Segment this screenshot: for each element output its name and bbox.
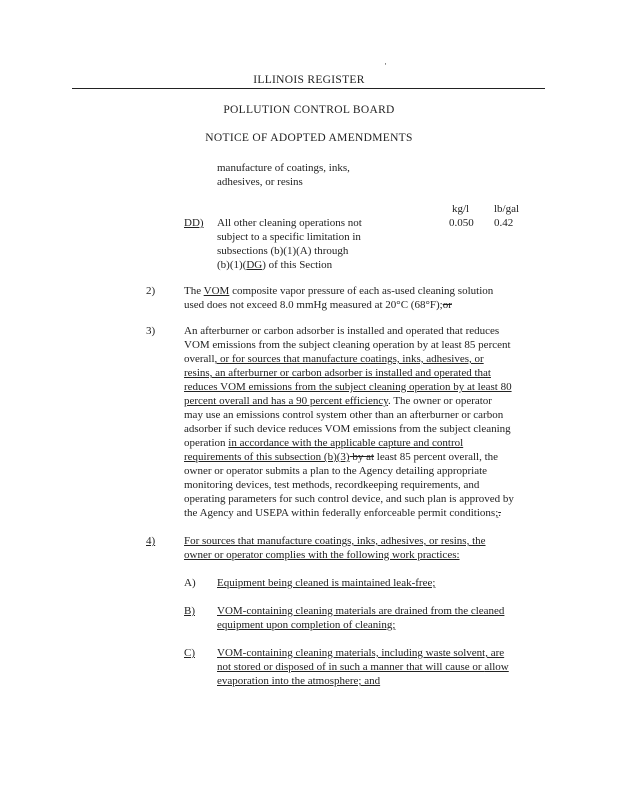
col-header-kg: kg/l [452,203,470,215]
para3-line-7: may use an emissions control system other than an afterburner or carbon [184,409,504,421]
col-header-lb: lb/gal [494,203,520,215]
register-title: ILLINOIS REGISTER [253,74,365,86]
item-c-label: C) [184,647,195,659]
para2-line-1: The VOM composite vapor pressure of each as-used cleaning solution [184,285,494,297]
para3-line-10: requirements of this subsection (b)(3) by at least 85 percent overall, the [184,451,499,463]
para3-line-5: reduces VOM emissions from the subject cleaning operation by at least 80 [184,381,512,393]
para3-line-14: the Agency and USEPA within federally enforceable permit conditions;. [184,507,501,519]
para3-line-11: owner or operator submits a plan to the Agency detailing appropriate [184,465,488,477]
para3-line-12: monitoring devices, test methods, recordkeeping requirements, and [184,479,480,491]
para3-line-2: VOM emissions from the subject cleaning operation by at least 85 percent [184,339,511,351]
item-c-line-2: not stored or disposed of in such a manner that will cause or allow [217,661,509,673]
value-kg: 0.050 [449,217,474,229]
item-a-text: Equipment being cleaned is maintained leak-free; [217,577,436,589]
para4-number: 4) [146,535,156,547]
board-title: POLLUTION CONTROL BOARD [223,104,395,116]
table-cont-line-2: adhesives, or resins [217,176,303,188]
item-line-4: (b)(1)(DG) of this Section [217,259,333,271]
item-b-label: B) [184,605,195,617]
table-cont-line-1: manufacture of coatings, inks, [217,162,350,174]
value-lb: 0.42 [494,217,514,229]
para3-line-6: percent overall and has a 90 percent efficiency. The owner or operator [184,395,492,407]
item-b-line-2: equipment upon completion of cleaning; [217,619,396,631]
item-line-2: subject to a specific limitation in [217,231,361,243]
para3-line-1: An afterburner or carbon adsorber is installed and operated that reduces [184,325,500,337]
para4-line-2: owner or operator complies with the following work practices: [184,549,460,561]
item-label: DD) [184,217,204,229]
para3-line-3: overall, or for sources that manufacture coatings, inks, adhesives, or [184,353,484,365]
para4-line-1: For sources that manufacture coatings, inks, adhesives, or resins, the [184,535,486,547]
item-c-line-3: evaporation into the atmosphere; and [217,675,381,687]
item-line-1: All other cleaning operations not [217,217,362,229]
para3-line-13: operating parameters for such control device, and such plan is approved by [184,493,514,505]
header-rule [72,88,542,89]
para2-line-2: used does not exceed 8.0 mmHg measured at 20°C (68°F);or [184,299,452,311]
para3-number: 3) [146,325,156,337]
para3-line-4: resins, an afterburner or carbon adsorber is installed and operated that [184,367,491,379]
para3-line-9: operation in accordance with the applicable capture and control [184,437,464,449]
notice-title: NOTICE OF ADOPTED AMENDMENTS [205,132,413,144]
para3-line-8: adsorber if such device reduces VOM emissions from the subject cleaning [184,423,511,435]
item-line-3: subsections (b)(1)(A) through [217,245,349,257]
stray-dot: · [384,59,387,69]
item-a-label: A) [184,577,196,589]
item-c-line-1: VOM-containing cleaning materials, including waste solvent, are [217,647,505,659]
item-b-line-1: VOM-containing cleaning materials are drained from the cleaned [217,605,505,617]
para2-number: 2) [146,285,156,297]
header-rule-right [485,88,545,89]
